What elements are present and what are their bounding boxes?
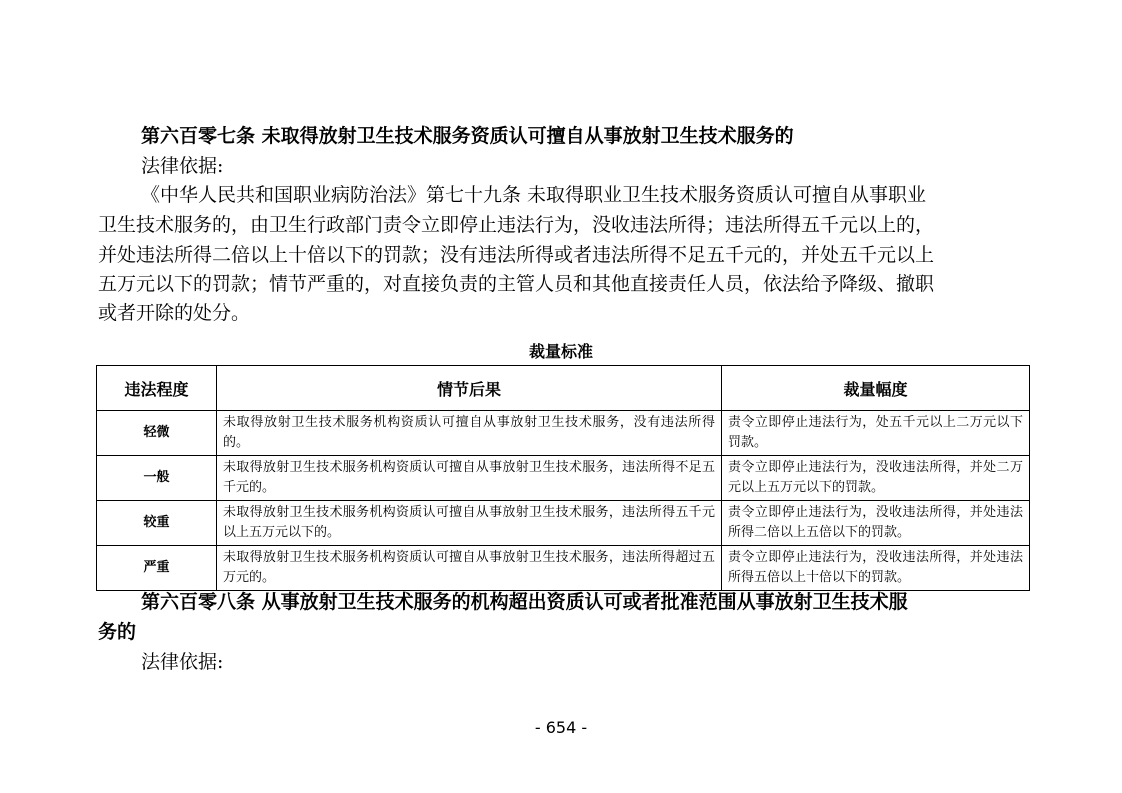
row-level: 一般	[97, 456, 217, 501]
table-row	[97, 411, 1030, 456]
table-header-row	[97, 366, 1030, 411]
row-level: 较重	[97, 501, 217, 546]
article-608-title-line-2: 务的	[98, 621, 137, 643]
header-penalty: 裁量幅度	[722, 366, 1030, 411]
row-penalty: 责令立即停止违法行为，没收违法所得，并处违法所得二倍以上五倍以下的罚款。	[722, 501, 1030, 546]
header-level: 违法程度	[97, 366, 217, 411]
article-607-text-line-2: 卫生技术服务的，由卫生行政部门责令立即停止违法行为，没收违法所得；违法所得五千元以上的，	[98, 214, 935, 236]
row-penalty: 责令立即停止违法行为，处五千元以上二万元以下罚款。	[722, 411, 1030, 456]
article-608-basis-label: 法律依据:	[141, 651, 224, 673]
row-penalty: 责令立即停止违法行为，没收违法所得，并处违法所得五倍以上十倍以下的罚款。	[722, 546, 1030, 591]
article-607-basis-label: 法律依据:	[141, 155, 224, 177]
table-title: 裁量标准	[528, 342, 593, 361]
row-level: 严重	[97, 546, 217, 591]
row-level: 轻微	[97, 411, 217, 456]
row-circumstance: 未取得放射卫生技术服务机构资质认可擅自从事放射卫生技术服务，违法所得超过五万元的。	[217, 546, 722, 591]
header-circumstance: 情节后果	[217, 366, 722, 411]
article-607-text-line-1: 《中华人民共和国职业病防治法》第七十九条 未取得职业卫生技术服务资质认可擅自从事职业	[141, 184, 927, 206]
article-607-title: 第六百零七条 未取得放射卫生技术服务资质认可擅自从事放射卫生技术服务的	[141, 125, 794, 147]
article-607-text-line-3: 并处违法所得二倍以上十倍以下的罚款；没有违法所得或者违法所得不足五千元的，并处五千元以上	[98, 244, 935, 266]
row-circumstance: 未取得放射卫生技术服务机构资质认可擅自从事放射卫生技术服务，违法所得五千元以上五万元以下的。	[217, 501, 722, 546]
article-608-title-line-1: 第六百零八条 从事放射卫生技术服务的机构超出资质认可或者批准范围从事放射卫生技术服	[141, 591, 908, 613]
table-row	[97, 546, 1030, 591]
row-penalty: 责令立即停止违法行为，没收违法所得，并处二万元以上五万元以下的罚款。	[722, 456, 1030, 501]
article-607-text-line-4: 五万元以下的罚款；情节严重的，对直接负责的主管人员和其他直接责任人员，依法给予降级、撤职	[98, 273, 935, 295]
table-row	[97, 501, 1030, 546]
article-607-text-line-5: 或者开除的处分。	[98, 302, 251, 324]
row-circumstance: 未取得放射卫生技术服务机构资质认可擅自从事放射卫生技术服务，违法所得不足五千元的。	[217, 456, 722, 501]
discretion-standard-table	[96, 365, 1030, 591]
page-number: - 654 -	[534, 718, 588, 737]
table-row	[97, 456, 1030, 501]
row-circumstance: 未取得放射卫生技术服务机构资质认可擅自从事放射卫生技术服务，没有违法所得的。	[217, 411, 722, 456]
